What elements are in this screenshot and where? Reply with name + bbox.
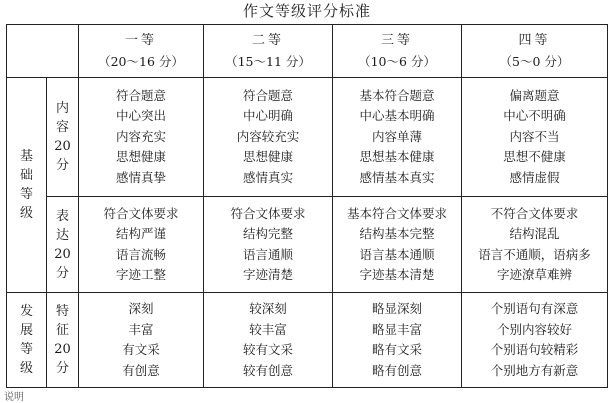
criteria-line: 较丰富 (249, 321, 287, 337)
criteria-line: 思想基本健康 (359, 149, 435, 165)
criteria-line: 深刻 (128, 301, 154, 316)
label-char: 容 (55, 120, 69, 135)
criteria-line: 较深刻 (249, 301, 287, 316)
cell-feature-grade-1 (79, 293, 203, 387)
criteria-line: 内容充实 (115, 128, 166, 144)
grading-table (6, 24, 608, 388)
label-char: 分 (55, 361, 69, 376)
criteria-line: 丰富 (128, 321, 154, 337)
criteria-line: 个别内容较好 (496, 321, 572, 337)
criteria-line: 略有创意 (371, 362, 422, 378)
label-char: 内 (55, 101, 69, 116)
criteria-line: 内容较充实 (236, 128, 300, 144)
cell-content-grade-2 (204, 78, 332, 196)
criteria-line: 思想健康 (115, 149, 166, 165)
label-char: 20 (54, 342, 71, 357)
label-char: 20 (54, 139, 71, 154)
criteria-line: 语言流畅 (115, 246, 166, 262)
row-label-content (47, 78, 78, 196)
cell-feature-grade-3 (333, 293, 461, 387)
label-char: 基 (19, 149, 33, 164)
cell-content-grade-3 (333, 78, 461, 196)
table-title: 作文等级评分标准 (242, 2, 371, 20)
header-grade-1: 一等 （20～16 分） (98, 33, 184, 69)
criteria-line: 基本符合题意 (359, 87, 435, 103)
criteria-line: 略显丰富 (371, 321, 422, 337)
cell-content-grade-4 (462, 78, 607, 196)
label-char: 表 (55, 208, 69, 224)
criteria-line: 个别语句有深意 (490, 301, 579, 316)
label-char: 征 (55, 323, 69, 338)
label-char: 础 (19, 168, 33, 183)
criteria-line: 符合题意 (115, 87, 166, 103)
criteria-line: 结构完整 (242, 226, 293, 241)
cell-feature-grade-4 (462, 293, 607, 387)
criteria-line: 中心不明确 (503, 108, 566, 124)
criteria-line: 略有文采 (371, 342, 422, 357)
criteria-line: 感情真挚 (115, 169, 166, 185)
footnote: 说明 (4, 392, 24, 403)
label-char: 等 (19, 342, 33, 357)
criteria-line: 中心明确 (242, 108, 293, 124)
label-char: 级 (19, 361, 33, 376)
criteria-line: 字迹基本清楚 (359, 267, 435, 282)
criteria-line: 字迹潦草难辨 (496, 267, 572, 282)
criteria-line: 中心基本明确 (359, 108, 435, 124)
section-basic-label (7, 78, 46, 292)
border-right (607, 24, 608, 388)
criteria-line: 结构基本完整 (359, 226, 435, 241)
criteria-line: 语言不通顺，语病多 (478, 246, 591, 262)
cell-expression-grade-1 (79, 197, 203, 292)
header-grade-3: 三等 （10～6 分） (358, 33, 436, 69)
cell-feature-grade-2 (204, 293, 332, 387)
header-grade-4: 四等 （5～0 分） (499, 33, 570, 69)
criteria-line: 内容不当 (509, 128, 560, 144)
label-char: 展 (19, 323, 33, 338)
criteria-line: 中心突出 (115, 108, 166, 124)
criteria-line: 符合题意 (242, 87, 293, 103)
criteria-line: 有文采 (122, 342, 160, 357)
criteria-line: 思想不健康 (503, 149, 566, 165)
label-char: 发 (19, 304, 33, 319)
criteria-line: 语言通顺 (242, 246, 293, 262)
criteria-line: 较有创意 (242, 362, 293, 378)
criteria-line: 略显深刻 (371, 301, 422, 316)
criteria-line: 不符合文体要求 (490, 205, 579, 221)
criteria-line: 字迹工整 (115, 267, 166, 282)
border-bottom (6, 387, 608, 388)
label-char: 等 (19, 187, 33, 202)
label-char: 分 (55, 265, 69, 281)
criteria-line: 有创意 (122, 362, 160, 378)
criteria-line: 感情真实 (242, 169, 293, 185)
cell-expression-grade-4 (462, 197, 607, 292)
cell-content-grade-1 (79, 78, 203, 196)
criteria-line: 感情基本真实 (359, 169, 435, 185)
criteria-line: 符合文体要求 (103, 205, 179, 221)
criteria-line: 基本符合文体要求 (346, 205, 447, 221)
criteria-line: 较有文采 (242, 342, 293, 357)
criteria-line: 内容单薄 (371, 128, 422, 144)
header-grade-2: 二等 （15～11 分） (225, 33, 311, 69)
criteria-line: 个别语句较精彩 (490, 342, 579, 357)
label-char: 分 (55, 158, 69, 173)
row-label-expression (47, 197, 78, 292)
criteria-line: 结构严谨 (115, 226, 166, 241)
label-char: 20 (54, 246, 71, 262)
criteria-line: 符合文体要求 (230, 205, 306, 221)
criteria-line: 感情虚假 (509, 169, 560, 185)
cell-expression-grade-3 (333, 197, 461, 292)
label-char: 级 (19, 206, 33, 221)
label-char: 特 (55, 304, 69, 319)
label-char: 达 (55, 227, 69, 243)
criteria-line: 偏离题意 (509, 87, 560, 103)
criteria-line: 个别地方有新意 (490, 362, 579, 378)
criteria-line: 字迹清楚 (242, 267, 293, 282)
row-label-feature (47, 293, 78, 387)
criteria-line: 思想健康 (242, 149, 293, 165)
section-develop-label (7, 293, 46, 387)
criteria-line: 语言基本通顺 (359, 246, 435, 262)
criteria-line: 结构混乱 (509, 226, 560, 241)
cell-expression-grade-2 (204, 197, 332, 292)
